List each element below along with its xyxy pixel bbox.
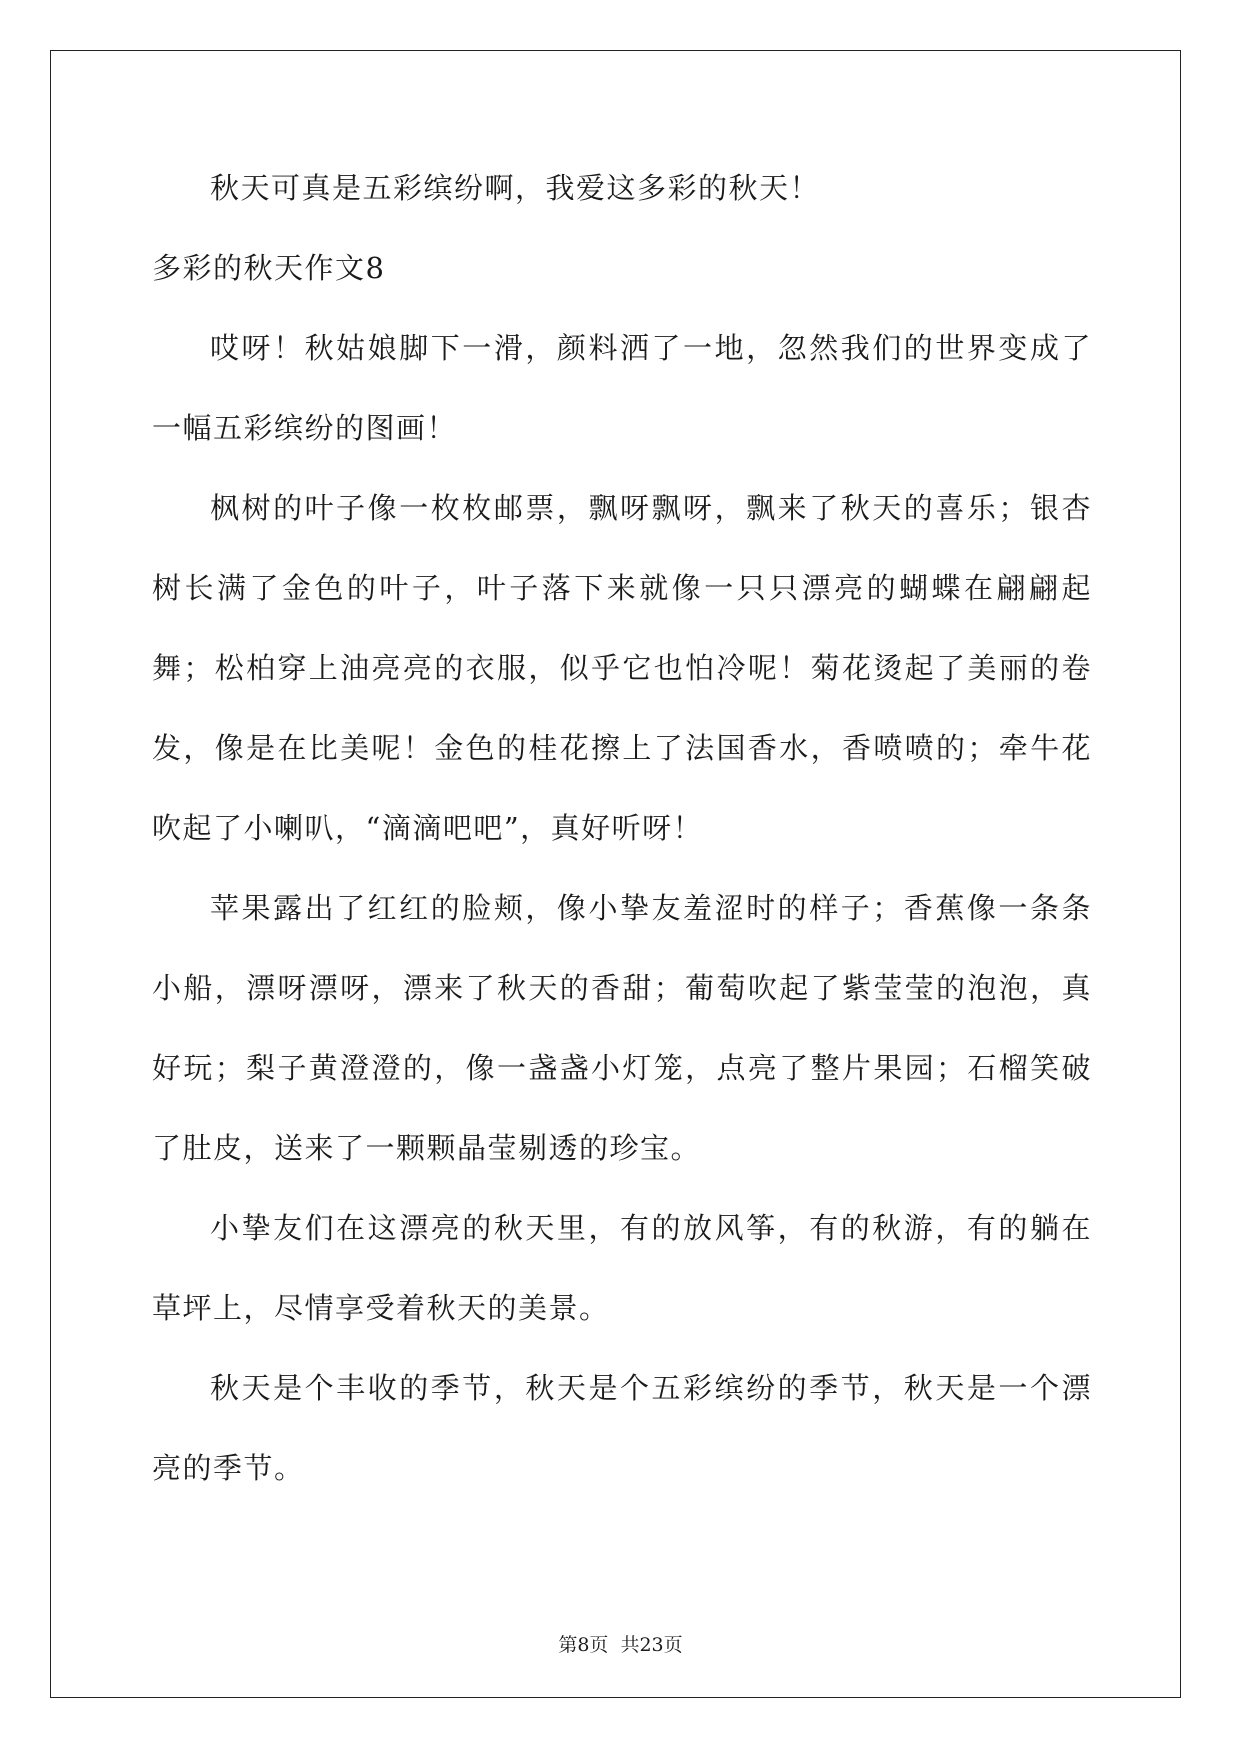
section-heading: 多彩的秋天作文8 xyxy=(152,251,386,285)
page-total: 共23页 xyxy=(620,1634,683,1656)
paragraph: 秋天可真是五彩缤纷啊，我爱这多彩的秋天！ xyxy=(210,171,821,205)
paragraph: 枫树的叶子像一枚枚邮票，飘呀飘呀，飘来了秋天的喜乐；银杏树长满了金色的叶子，叶子落下来就像一只只漂亮的蝴蝶在翩翩起舞；松柏穿上油亮亮的衣服，似乎它也怕冷呢！菊花烫起了美丽的卷发，像是在比美呢！金色的桂花擦上了法国香水，香喷喷的；牵牛花吹起了小喇叭，“滴滴吧吧”，真好听呀！ xyxy=(152,491,1092,845)
paragraph: 苹果露出了红红的脸颊，像小挚友羞涩时的样子；香蕉像一条条小船，漂呀漂呀，漂来了秋天的香甜；葡萄吹起了紫莹莹的泡泡，真好玩；梨子黄澄澄的，像一盏盏小灯笼，点亮了整片果园；石榴笑破了肚皮，送来了一颗颗晶莹剔透的珍宝。 xyxy=(152,891,1092,1165)
page-number: 第8页 xyxy=(558,1634,609,1656)
document-body xyxy=(152,148,1092,1508)
page-footer xyxy=(0,1630,1241,1657)
paragraph: 哎呀！秋姑娘脚下一滑，颜料洒了一地，忽然我们的世界变成了一幅五彩缤纷的图画！ xyxy=(152,331,1092,445)
paragraph: 秋天是个丰收的季节，秋天是个五彩缤纷的季节，秋天是一个漂亮的季节。 xyxy=(152,1371,1092,1485)
paragraph: 小挚友们在这漂亮的秋天里，有的放风筝，有的秋游，有的躺在草坪上，尽情享受着秋天的美景。 xyxy=(152,1211,1092,1325)
